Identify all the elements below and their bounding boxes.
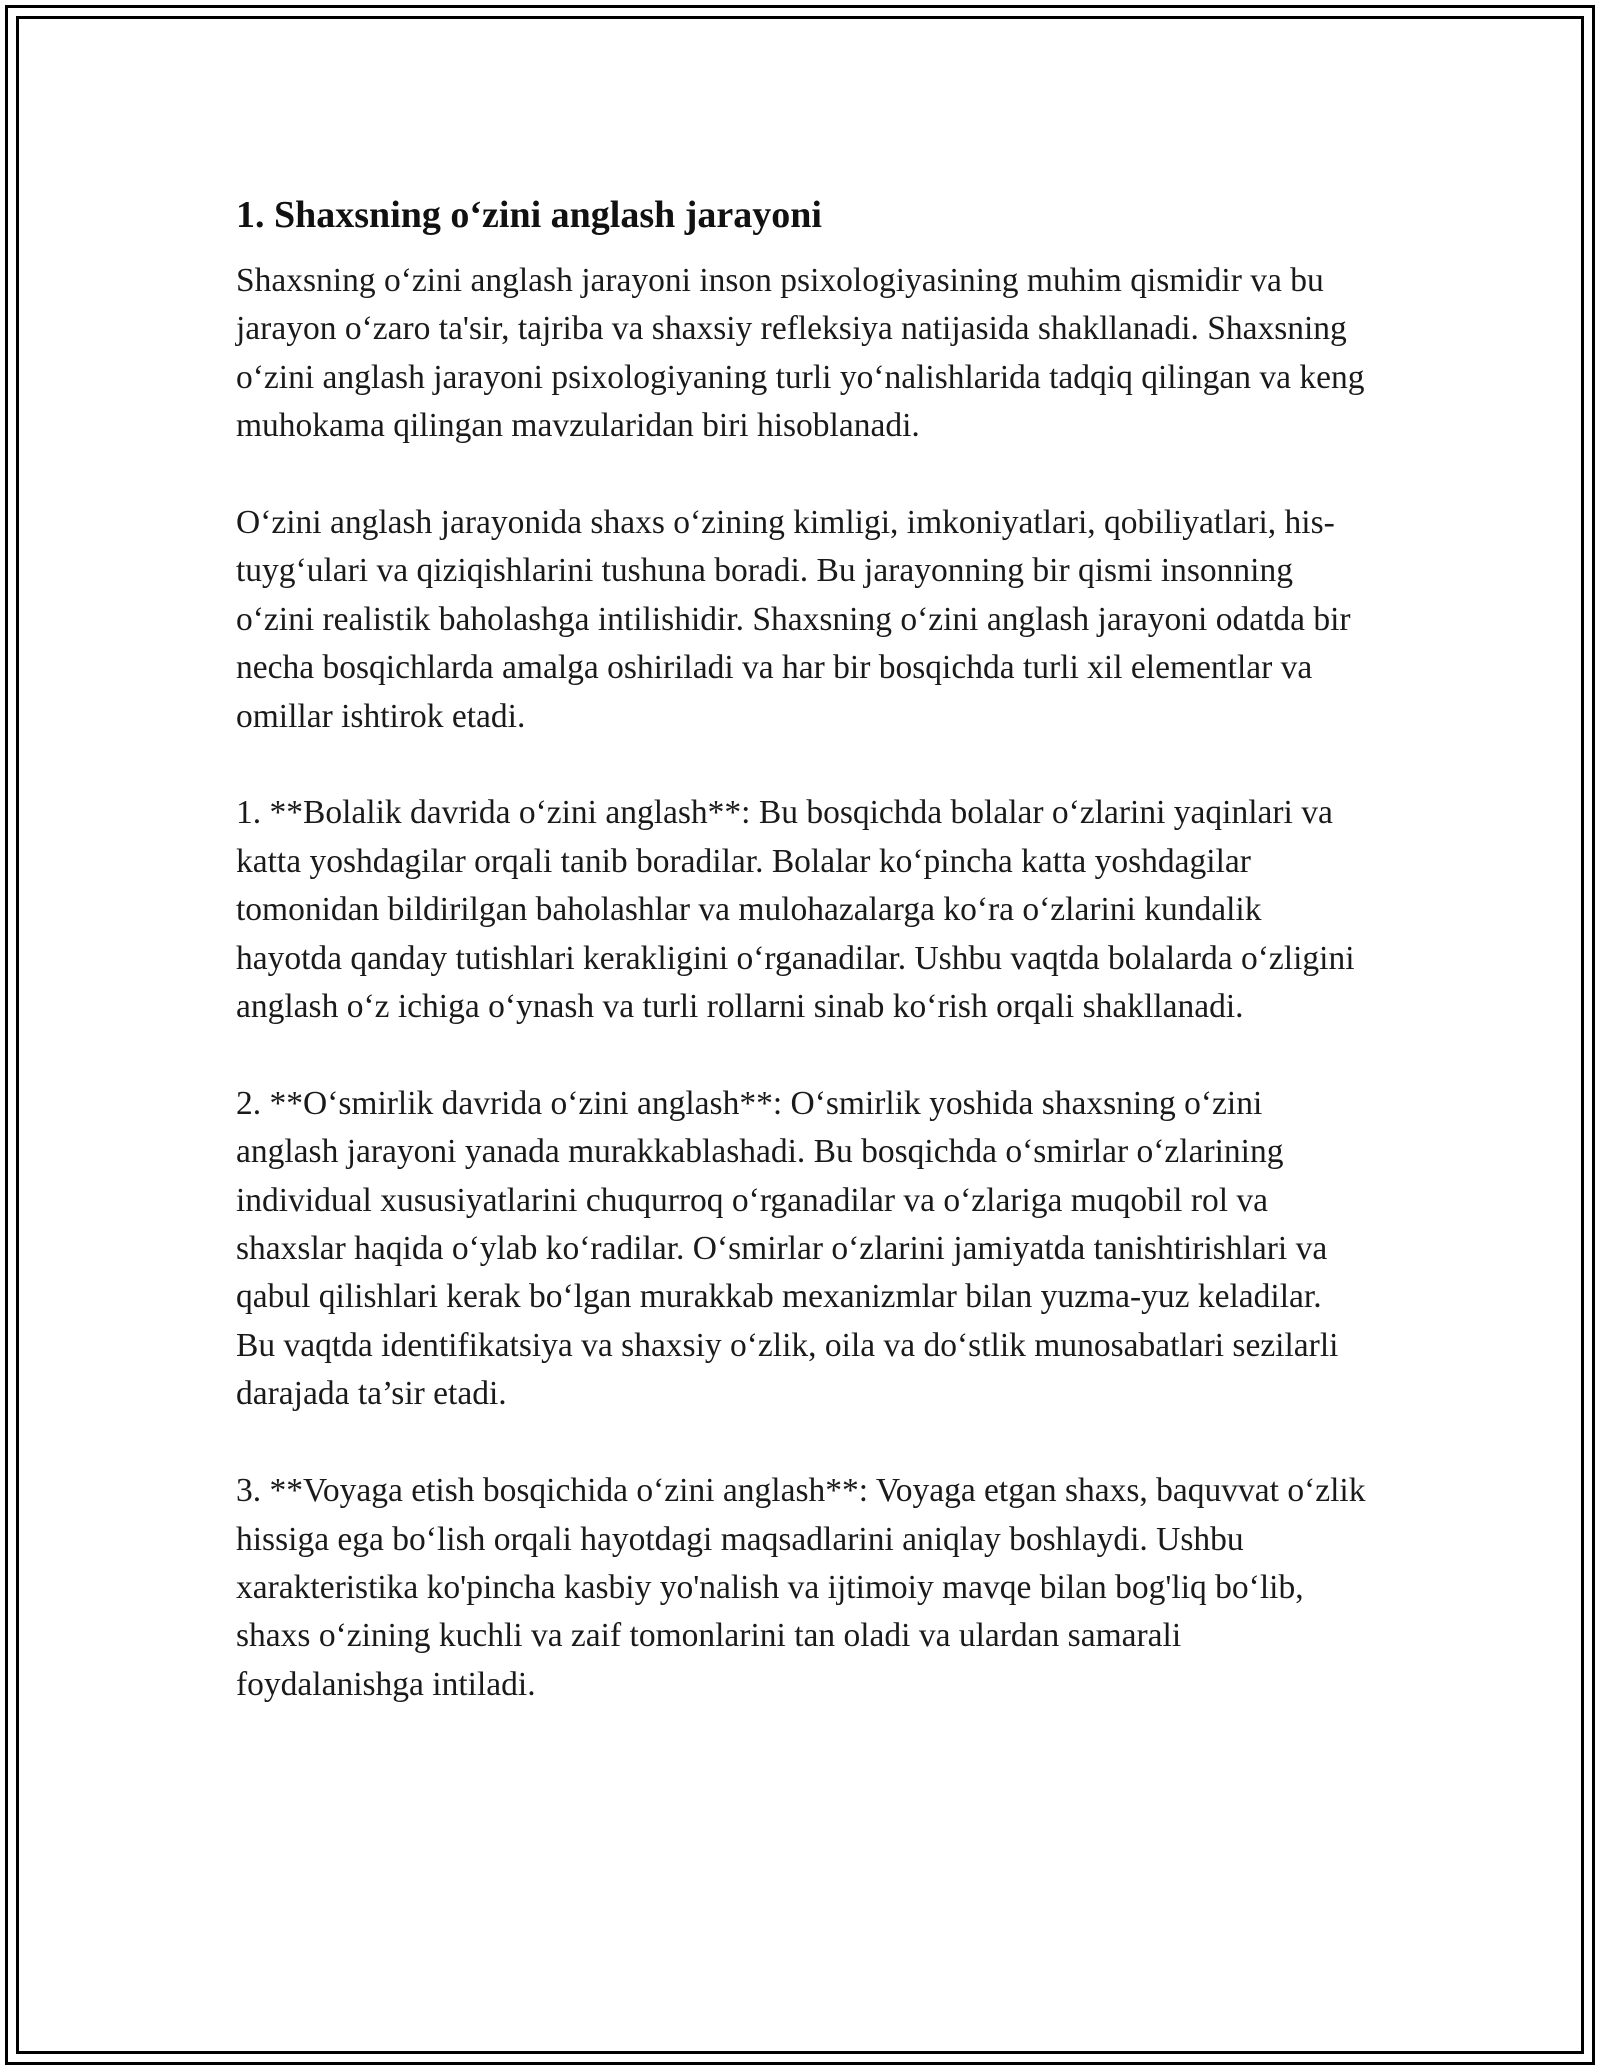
paragraph-intro: Shaxsning o‘zini anglash jarayoni inson psixologiyasining muhim qismidir va bu jarayon o‘zaro ta'sir, tajriba va shaxsiy refleksiya natijasida shakllanadi. Shaxsning o‘zini anglash jarayoni psixologiyaning turli yo‘nalishlarida tadqiq qilingan va keng muhokama qilingan mavzularidan biri hisoblanadi.: [236, 262, 1365, 445]
paragraph-adolescence-stage: 2. **O‘smirlik davrida o‘zini anglash**: O‘smirlik yoshida shaxsning o‘zini anglash jarayoni yanada murakkablashadi. Bu bosqichda o‘smirlar o‘zlarining individual xususiyatlarini chuqurroq o‘rganadilar va o‘zlariga muqobil rol va shaxslar haqida o‘ylab ko‘radilar. O‘smirlar o‘zlarini jamiyatda tanishtirishlari va qabul qilishlari kerak bo‘lgan murakkab mexanizmlar bilan yuzma-yuz keladilar. Bu vaqtda identifikatsiya va shaxsiy o‘zlik, oila va do‘stlik munosabatlari sezilarli darajada ta’sir etadi.: [236, 1084, 1339, 1413]
section-heading: 1. Shaxsning o‘zini anglash jarayoni: [236, 194, 822, 236]
document-body: [236, 185, 1366, 1709]
paragraph-self-awareness: O‘zini anglash jarayonida shaxs o‘zining kimligi, imkoniyatlari, qobiliyatlari, his-tuyg‘ulari va qiziqishlarini tushuna boradi. Bu jarayonning bir qismi insonning o‘zini realistik baholashga intilishidir. Shaxsning o‘zini anglash jarayoni odatda bir necha bosqichlarda amalga oshiriladi va har bir bosqichda turli xil elementlar va omillar ishtirok etadi.: [236, 504, 1351, 735]
paragraph-childhood-stage: 1. **Bolalik davrida o‘zini anglash**: Bu bosqichda bolalar o‘zlarini yaqinlari va katta yoshdagilar orqali tanib boradilar. Bolalar ko‘pincha katta yoshdagilar tomonidan bildirilgan baholashlar va mulohazalarga ko‘ra o‘zlarini kundalik hayotda qanday tutishlari kerakligini o‘rganadilar. Ushbu vaqtda bolalarda o‘zligini anglash o‘z ichiga o‘ynash va turli rollarni sinab ko‘rish orqali shakllanadi.: [236, 794, 1355, 1026]
paragraph-adulthood-stage: 3. **Voyaga etish bosqichida o‘zini anglash**: Voyaga etgan shaxs, baquvvat o‘zlik hissiga ega bo‘lish orqali hayotdagi maqsadlarini aniqlay boshlaydi. Ushbu xarakteristika ko'pincha kasbiy yo'nalish va ijtimoiy mavqe bilan bog'liq bo‘lib, shaxs o‘zining kuchli va zaif tomonlarini tan oladi va ulardan samarali foydalanishga intiladi.: [236, 1472, 1366, 1703]
